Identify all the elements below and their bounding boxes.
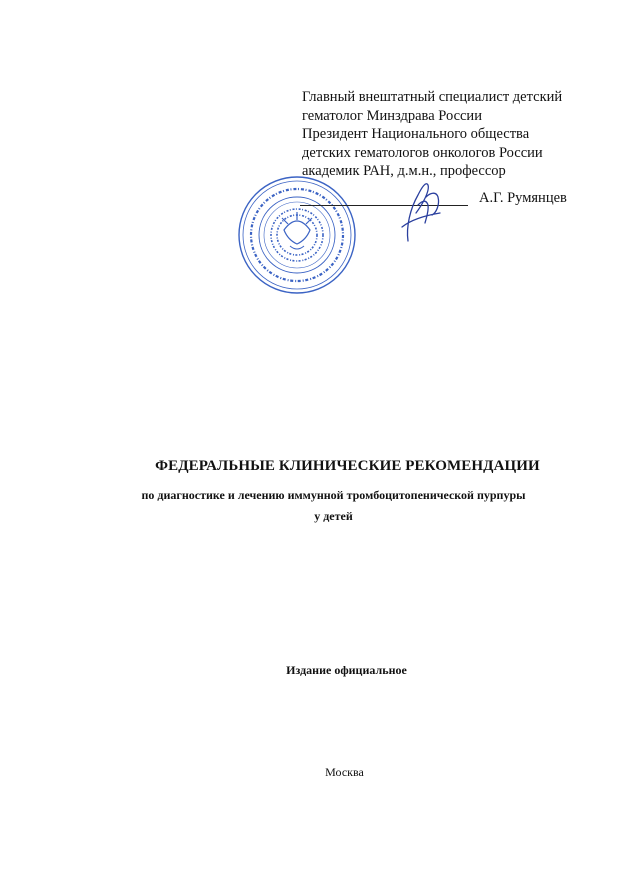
- approval-line-4: детских гематологов онкологов России: [302, 144, 543, 161]
- approval-line-1: Главный внештатный специалист детский: [302, 89, 563, 105]
- signer-name: А.Г. Румянцев: [479, 190, 567, 206]
- document-subtitle-line-1: по диагностике и лечению иммунной тромбоцитопенической пурпуры: [141, 488, 526, 502]
- official-seal: [236, 174, 358, 296]
- handwritten-signature: [392, 175, 444, 245]
- approval-block: [302, 88, 602, 181]
- edition-label: Издание официальное: [286, 663, 407, 677]
- approval-line-2: гематолог Минздрава России: [302, 107, 482, 124]
- approval-line-3: Президент Национального общества: [302, 126, 530, 142]
- document-subtitle-line-2: у детей: [314, 509, 353, 523]
- publication-city: Москва: [325, 765, 364, 779]
- document-title: ФЕДЕРАЛЬНЫЕ КЛИНИЧЕСКИЕ РЕКОМЕНДАЦИИ: [155, 458, 540, 474]
- approval-line-5: академик РАН, д.м.н., профессор: [302, 163, 506, 179]
